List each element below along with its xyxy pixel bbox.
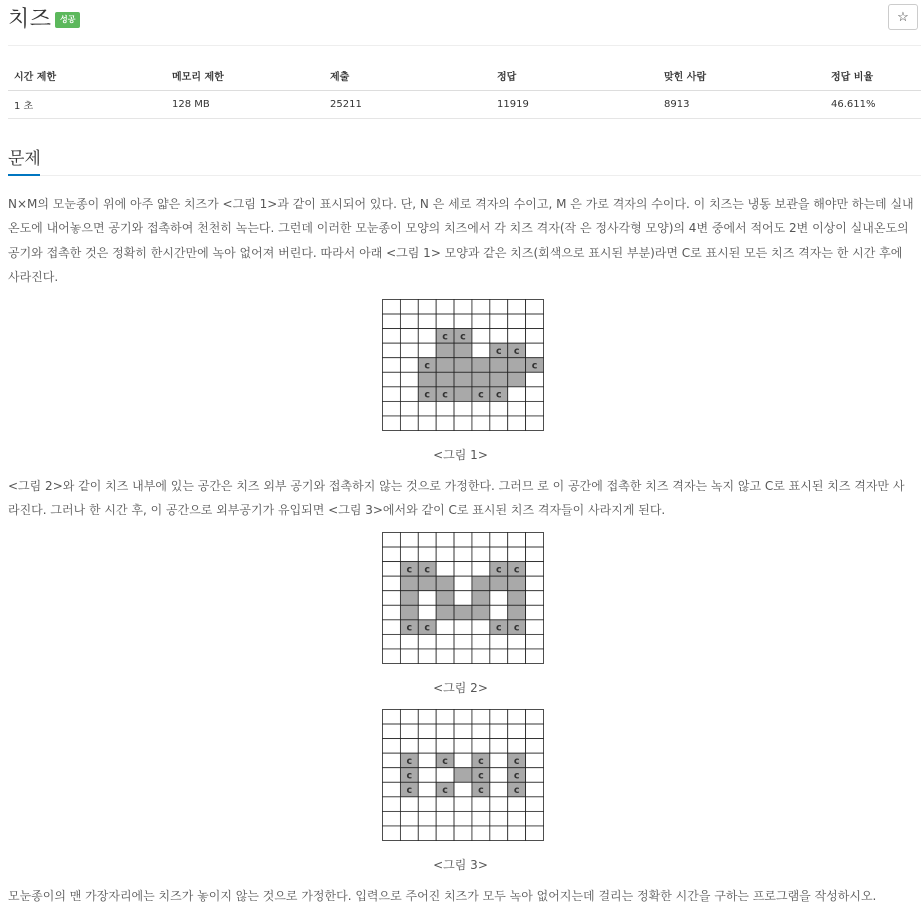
figure-3-grid	[382, 709, 544, 841]
empty-cell	[436, 739, 454, 754]
empty-cell	[526, 710, 544, 725]
empty-cell	[400, 314, 418, 329]
empty-cell	[508, 739, 526, 754]
empty-cell	[418, 605, 436, 620]
empty-cell	[472, 533, 490, 548]
melt-marker: c	[495, 564, 502, 576]
empty-cell	[418, 724, 436, 739]
empty-cell	[508, 811, 526, 826]
empty-cell	[383, 416, 401, 431]
empty-cell	[418, 710, 436, 725]
empty-cell	[508, 314, 526, 329]
empty-cell	[508, 797, 526, 812]
empty-cell	[400, 343, 418, 358]
melt-marker: c	[513, 755, 520, 767]
empty-cell	[436, 547, 454, 562]
empty-cell	[472, 649, 490, 664]
cheese-cell	[436, 576, 454, 591]
star-icon: ☆	[897, 9, 909, 24]
figure-2-caption: <그림 2>	[433, 681, 488, 695]
empty-cell	[472, 634, 490, 649]
header-submissions: 제출	[324, 60, 491, 91]
empty-cell	[400, 826, 418, 841]
empty-cell	[383, 739, 401, 754]
section-underline	[8, 174, 40, 176]
empty-cell	[436, 797, 454, 812]
empty-cell	[526, 591, 544, 606]
empty-cell	[526, 768, 544, 783]
empty-cell	[454, 782, 472, 797]
empty-cell	[472, 416, 490, 431]
cheese-cell	[454, 387, 472, 402]
empty-cell	[400, 811, 418, 826]
empty-cell	[436, 533, 454, 548]
empty-cell	[526, 739, 544, 754]
cheese-cell	[418, 372, 436, 387]
problem-paragraph-1: N×M의 모눈종이 위에 아주 얇은 치즈가 <그림 1>과 같이 표시되어 있다. 단, N 은 세로 격자의 수이고, M 은 가로 격자의 수이다. 이 치즈는 냉동 보관을 해야만 하는데 실내온도에 내어놓으면 공기와 접촉하여 천천히 녹는다. 그런데 이러한 모눈종이 모양의 치즈에서 각 치즈 격자(작 은 정사각형 모양)의 4변 중에서 적어도 2변 이상이 실내온도의 공기와 접촉한 것은 정확히 한시간만에 녹아 없어져 버린다. 따라서 아래 <그림 1> 모양과 같은 치즈(회색으로 표시된 부분)라면 C로 표시된 모든 치즈 격자는 한 시간 후에 사라진다.	[8, 197, 914, 284]
empty-cell	[400, 710, 418, 725]
empty-cell	[526, 533, 544, 548]
empty-cell	[490, 533, 508, 548]
empty-cell	[436, 811, 454, 826]
empty-cell	[508, 547, 526, 562]
empty-cell	[383, 358, 401, 373]
empty-cell	[383, 562, 401, 577]
empty-cell	[383, 533, 401, 548]
empty-cell	[490, 649, 508, 664]
empty-cell	[508, 649, 526, 664]
empty-cell	[418, 533, 436, 548]
empty-cell	[383, 329, 401, 344]
empty-cell	[472, 797, 490, 812]
cheese-cell	[490, 358, 508, 373]
empty-cell	[454, 562, 472, 577]
empty-cell	[472, 724, 490, 739]
section-divider	[8, 175, 921, 176]
empty-cell	[383, 768, 401, 783]
empty-cell	[526, 329, 544, 344]
status-badge: 성공	[55, 12, 80, 28]
empty-cell	[400, 649, 418, 664]
cheese-cell	[508, 372, 526, 387]
empty-cell	[400, 372, 418, 387]
empty-cell	[526, 782, 544, 797]
empty-cell	[418, 591, 436, 606]
empty-cell	[454, 811, 472, 826]
problem-header	[0, 0, 921, 46]
empty-cell	[383, 782, 401, 797]
empty-cell	[436, 562, 454, 577]
submissions-value: 25211	[324, 91, 491, 119]
empty-cell	[472, 562, 490, 577]
melt-marker: c	[478, 389, 484, 401]
empty-cell	[383, 547, 401, 562]
melt-marker: c	[442, 389, 448, 401]
cheese-cell	[454, 372, 472, 387]
empty-cell	[383, 387, 401, 402]
melt-marker: c	[478, 770, 484, 782]
empty-cell	[418, 782, 436, 797]
empty-cell	[508, 416, 526, 431]
melt-marker: c	[424, 564, 431, 576]
empty-cell	[383, 634, 401, 649]
empty-cell	[526, 372, 544, 387]
empty-cell	[526, 605, 544, 620]
empty-cell	[400, 387, 418, 402]
empty-cell	[454, 533, 472, 548]
empty-cell	[490, 782, 508, 797]
empty-cell	[418, 826, 436, 841]
empty-cell	[526, 797, 544, 812]
empty-cell	[418, 753, 436, 768]
empty-cell	[508, 329, 526, 344]
empty-cell	[472, 620, 490, 635]
empty-cell	[526, 416, 544, 431]
empty-cell	[436, 634, 454, 649]
empty-cell	[383, 797, 401, 812]
empty-cell	[436, 300, 454, 315]
cheese-cell	[418, 576, 436, 591]
header-time-limit: 시간 제한	[8, 60, 166, 91]
empty-cell	[508, 710, 526, 725]
melt-marker: c	[495, 622, 502, 634]
cheese-cell	[454, 768, 472, 783]
melt-marker: c	[424, 360, 431, 372]
empty-cell	[526, 620, 544, 635]
cheese-cell	[454, 358, 472, 373]
melt-marker: c	[424, 389, 431, 401]
empty-cell	[436, 314, 454, 329]
empty-cell	[400, 300, 418, 315]
empty-cell	[418, 314, 436, 329]
melt-marker: c	[442, 331, 448, 343]
favorite-button[interactable]	[888, 4, 918, 30]
empty-cell	[454, 826, 472, 841]
melt-marker: c	[442, 755, 448, 767]
empty-cell	[508, 300, 526, 315]
empty-cell	[400, 533, 418, 548]
figure-2-grid	[382, 532, 544, 664]
cheese-cell	[508, 576, 526, 591]
empty-cell	[400, 797, 418, 812]
empty-cell	[490, 634, 508, 649]
cheese-cell	[400, 576, 418, 591]
empty-cell	[526, 649, 544, 664]
empty-cell	[383, 314, 401, 329]
melt-marker: c	[513, 345, 520, 357]
empty-cell	[472, 401, 490, 416]
empty-cell	[490, 811, 508, 826]
melt-marker: c	[495, 345, 502, 357]
empty-cell	[454, 620, 472, 635]
empty-cell	[383, 576, 401, 591]
empty-cell	[418, 811, 436, 826]
empty-cell	[490, 724, 508, 739]
empty-cell	[454, 576, 472, 591]
empty-cell	[490, 416, 508, 431]
empty-cell	[526, 547, 544, 562]
empty-cell	[508, 387, 526, 402]
empty-cell	[454, 724, 472, 739]
header-solved-users: 맞힌 사람	[658, 60, 825, 91]
empty-cell	[400, 634, 418, 649]
empty-cell	[490, 329, 508, 344]
empty-cell	[508, 401, 526, 416]
cheese-cell	[436, 605, 454, 620]
accept-ratio-value: 46.611%	[825, 91, 921, 119]
empty-cell	[526, 387, 544, 402]
header-accepted: 정답	[491, 60, 658, 91]
empty-cell	[400, 739, 418, 754]
empty-cell	[400, 329, 418, 344]
empty-cell	[508, 533, 526, 548]
empty-cell	[436, 416, 454, 431]
cheese-cell	[508, 591, 526, 606]
empty-cell	[418, 649, 436, 664]
empty-cell	[490, 739, 508, 754]
empty-cell	[400, 416, 418, 431]
melt-marker: c	[531, 360, 538, 372]
cheese-cell	[490, 576, 508, 591]
empty-cell	[472, 343, 490, 358]
empty-cell	[508, 826, 526, 841]
empty-cell	[490, 753, 508, 768]
empty-cell	[436, 724, 454, 739]
cheese-cell	[472, 576, 490, 591]
problem-title: 치즈	[8, 7, 52, 32]
empty-cell	[436, 401, 454, 416]
empty-cell	[490, 605, 508, 620]
melt-marker: c	[513, 564, 520, 576]
empty-cell	[436, 649, 454, 664]
melt-marker: c	[406, 755, 413, 767]
empty-cell	[454, 401, 472, 416]
empty-cell	[454, 649, 472, 664]
empty-cell	[383, 591, 401, 606]
empty-cell	[383, 710, 401, 725]
time-limit-value: 1 초	[8, 91, 166, 119]
empty-cell	[472, 710, 490, 725]
empty-cell	[454, 710, 472, 725]
melt-marker: c	[406, 564, 413, 576]
empty-cell	[454, 547, 472, 562]
figure-1-grid	[382, 299, 544, 431]
memory-limit-value: 128 MB	[166, 91, 324, 119]
empty-cell	[418, 343, 436, 358]
melt-marker: c	[495, 389, 502, 401]
empty-cell	[400, 547, 418, 562]
melt-marker: c	[513, 770, 520, 782]
melt-marker: c	[406, 770, 413, 782]
empty-cell	[454, 739, 472, 754]
cheese-cell	[400, 591, 418, 606]
empty-cell	[526, 724, 544, 739]
empty-cell	[472, 547, 490, 562]
empty-cell	[490, 768, 508, 783]
header-memory-limit: 메모리 제한	[166, 60, 324, 91]
empty-cell	[490, 401, 508, 416]
empty-cell	[454, 591, 472, 606]
empty-cell	[436, 710, 454, 725]
empty-cell	[400, 401, 418, 416]
empty-cell	[383, 343, 401, 358]
empty-cell	[383, 372, 401, 387]
empty-cell	[472, 300, 490, 315]
header-divider	[8, 45, 921, 46]
empty-cell	[526, 401, 544, 416]
empty-cell	[526, 576, 544, 591]
empty-cell	[454, 300, 472, 315]
empty-cell	[526, 753, 544, 768]
cheese-cell	[436, 343, 454, 358]
melt-marker: c	[424, 622, 431, 634]
cheese-cell	[472, 358, 490, 373]
empty-cell	[490, 710, 508, 725]
cheese-cell	[436, 358, 454, 373]
melt-marker: c	[442, 785, 448, 797]
empty-cell	[454, 634, 472, 649]
empty-cell	[526, 562, 544, 577]
empty-cell	[490, 826, 508, 841]
melt-marker: c	[406, 622, 413, 634]
empty-cell	[418, 634, 436, 649]
empty-cell	[383, 649, 401, 664]
melt-marker: c	[513, 622, 520, 634]
cheese-cell	[508, 358, 526, 373]
problem-paragraph-2: <그림 2>와 같이 치즈 내부에 있는 공간은 치즈 외부 공기와 접촉하지 않는 것으로 가정한다. 그러므 로 이 공간에 접촉한 치즈 격자는 녹지 않고 C로 표시된 치즈 격자만 사라진다. 그러나 한 시간 후, 이 공간으로 외부공기가 유입되면 <그림 3>에서와 같이 C로 표시된 치즈 격자들이 사라지게 된다.	[8, 479, 905, 518]
cheese-cell	[400, 605, 418, 620]
empty-cell	[383, 401, 401, 416]
empty-cell	[418, 300, 436, 315]
empty-cell	[526, 811, 544, 826]
melt-marker: c	[478, 755, 484, 767]
cheese-cell	[472, 605, 490, 620]
empty-cell	[383, 811, 401, 826]
empty-cell	[418, 329, 436, 344]
empty-cell	[436, 620, 454, 635]
header-accept-ratio: 정답 비율	[825, 60, 921, 91]
empty-cell	[383, 826, 401, 841]
empty-cell	[418, 401, 436, 416]
empty-cell	[526, 314, 544, 329]
cheese-cell	[454, 343, 472, 358]
cheese-cell	[436, 372, 454, 387]
empty-cell	[383, 724, 401, 739]
solved-users-value: 8913	[658, 91, 825, 119]
cheese-cell	[490, 372, 508, 387]
empty-cell	[454, 416, 472, 431]
empty-cell	[418, 547, 436, 562]
cheese-cell	[472, 591, 490, 606]
empty-cell	[490, 797, 508, 812]
empty-cell	[508, 634, 526, 649]
accepted-value: 11919	[491, 91, 658, 119]
cheese-cell	[508, 605, 526, 620]
figure-3-caption: <그림 3>	[433, 858, 488, 872]
empty-cell	[400, 358, 418, 373]
empty-cell	[383, 605, 401, 620]
empty-cell	[418, 768, 436, 783]
empty-cell	[526, 826, 544, 841]
empty-cell	[526, 634, 544, 649]
empty-cell	[400, 724, 418, 739]
empty-cell	[383, 300, 401, 315]
empty-cell	[472, 826, 490, 841]
problem-paragraph-3: 모눈종이의 맨 가장자리에는 치즈가 놓이지 않는 것으로 가정한다. 입력으로 주어진 치즈가 모두 녹아 없어지는데 걸리는 정확한 시간을 구하는 프로그램을 작성하시오.	[8, 889, 877, 903]
empty-cell	[454, 797, 472, 812]
empty-cell	[418, 739, 436, 754]
table-row	[8, 91, 921, 119]
empty-cell	[436, 768, 454, 783]
cheese-cell	[454, 605, 472, 620]
empty-cell	[490, 314, 508, 329]
empty-cell	[490, 591, 508, 606]
empty-cell	[436, 826, 454, 841]
cheese-cell	[436, 591, 454, 606]
empty-cell	[472, 739, 490, 754]
empty-cell	[454, 314, 472, 329]
empty-cell	[383, 753, 401, 768]
empty-cell	[526, 343, 544, 358]
empty-cell	[418, 797, 436, 812]
table-header-row	[8, 60, 921, 91]
empty-cell	[472, 811, 490, 826]
empty-cell	[472, 329, 490, 344]
empty-cell	[490, 300, 508, 315]
empty-cell	[454, 753, 472, 768]
melt-marker: c	[513, 785, 520, 797]
problem-info-table	[8, 60, 921, 119]
empty-cell	[418, 416, 436, 431]
empty-cell	[383, 620, 401, 635]
section-title: 문제	[8, 149, 41, 169]
empty-cell	[472, 314, 490, 329]
melt-marker: c	[406, 785, 413, 797]
empty-cell	[526, 300, 544, 315]
melt-marker: c	[460, 331, 466, 343]
empty-cell	[508, 724, 526, 739]
empty-cell	[490, 547, 508, 562]
melt-marker: c	[478, 785, 484, 797]
cheese-cell	[472, 372, 490, 387]
figure-1-caption: <그림 1>	[433, 448, 488, 462]
